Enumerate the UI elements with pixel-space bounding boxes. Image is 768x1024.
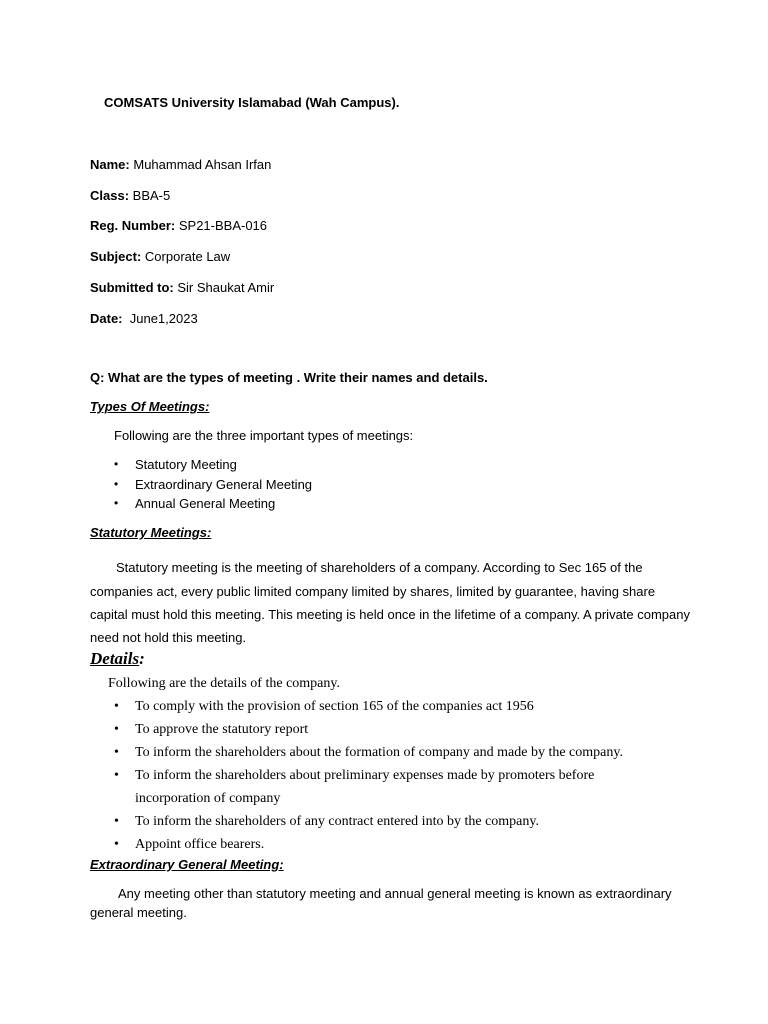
- types-intro: Following are the three important types of meetings:: [114, 428, 414, 443]
- types-list: [114, 457, 312, 516]
- list-item: [114, 745, 623, 768]
- submitted-to-label: Submitted to:: [90, 280, 174, 295]
- date-row: [90, 311, 198, 326]
- list-item-text: Statutory Meeting: [135, 457, 237, 472]
- date-value: June1,2023: [122, 311, 198, 326]
- bullet: •: [114, 457, 119, 471]
- reg-number-value: SP21-BBA-016: [175, 218, 268, 233]
- class-value: BBA-5: [129, 188, 171, 203]
- types-heading: Types Of Meetings:: [90, 399, 210, 414]
- list-item: [114, 814, 623, 837]
- reg-number-row: [90, 218, 267, 233]
- list-item: [114, 768, 623, 791]
- name-label: Name:: [90, 157, 130, 172]
- statutory-heading: Statutory Meetings:: [90, 525, 212, 540]
- bullet: •: [114, 496, 119, 510]
- list-item: [114, 477, 312, 497]
- list-item-text: To inform the shareholders about the formation of company and made by the company.: [135, 745, 623, 760]
- list-item-text: To comply with the provision of section 165 of the companies act 1956: [135, 699, 534, 714]
- list-item: [114, 722, 623, 745]
- subject-label: Subject:: [90, 249, 142, 264]
- statutory-line-1: Statutory meeting is the meeting of shareholders of a company. According to Sec 165 of the: [116, 560, 643, 575]
- statutory-line-4: need not hold this meeting.: [90, 630, 247, 645]
- details-colon: :: [139, 649, 145, 668]
- subject-row: [90, 249, 230, 264]
- bullet: •: [114, 745, 119, 760]
- bullet: •: [114, 722, 119, 737]
- submitted-to-value: Sir Shaukat Amir: [173, 280, 275, 295]
- reg-number-label: Reg. Number:: [90, 218, 176, 233]
- date-label: Date:: [90, 311, 123, 326]
- submitted-to-row: [90, 280, 274, 295]
- list-item-text: Extraordinary General Meeting: [135, 476, 313, 492]
- class-label: Class:: [90, 188, 130, 203]
- bullet: •: [114, 837, 119, 852]
- extraordinary-heading: Extraordinary General Meeting:: [90, 857, 284, 872]
- bullet: •: [114, 476, 119, 491]
- list-item-text: To inform the shareholders of any contract entered into by the company.: [135, 814, 539, 829]
- class-row: [90, 188, 170, 203]
- list-item-text: incorporation of company: [135, 791, 281, 806]
- details-intro: Following are the details of the company.: [108, 676, 340, 691]
- subject-value: Corporate Law: [141, 249, 231, 264]
- name-value: Muhammad Ahsan Irfan: [129, 157, 272, 172]
- bullet: •: [114, 814, 119, 829]
- extraordinary-line-2: general meeting.: [90, 905, 187, 920]
- list-item: [114, 457, 312, 477]
- extraordinary-line-1: Any meeting other than statutory meeting and annual general meeting is known as extraordinary: [118, 886, 672, 901]
- list-item-text: Annual General Meeting: [135, 496, 276, 511]
- list-item-text: To inform the shareholders about preliminary expenses made by promoters before: [135, 768, 595, 783]
- list-item: [114, 699, 623, 722]
- statutory-line-3: capital must hold this meeting. This meeting is held once in the lifetime of a company. A private company: [90, 607, 690, 622]
- question-text: Q: What are the types of meeting . Write their names and details.: [90, 370, 488, 385]
- list-item-text: Appoint office bearers.: [135, 837, 265, 852]
- details-heading: Details: [90, 649, 140, 668]
- name-row: [90, 157, 271, 172]
- list-item-text: To approve the statutory report: [135, 722, 309, 737]
- list-item: [114, 496, 312, 516]
- bullet: •: [114, 699, 119, 714]
- details-heading-row: [90, 649, 145, 669]
- details-list: [114, 699, 623, 860]
- university-title: COMSATS University Islamabad (Wah Campus).: [104, 95, 400, 110]
- bullet: •: [114, 768, 119, 783]
- list-item-continuation: [114, 791, 623, 814]
- statutory-line-2: companies act, every public limited company limited by shares, limited by guarantee, having share: [90, 584, 656, 599]
